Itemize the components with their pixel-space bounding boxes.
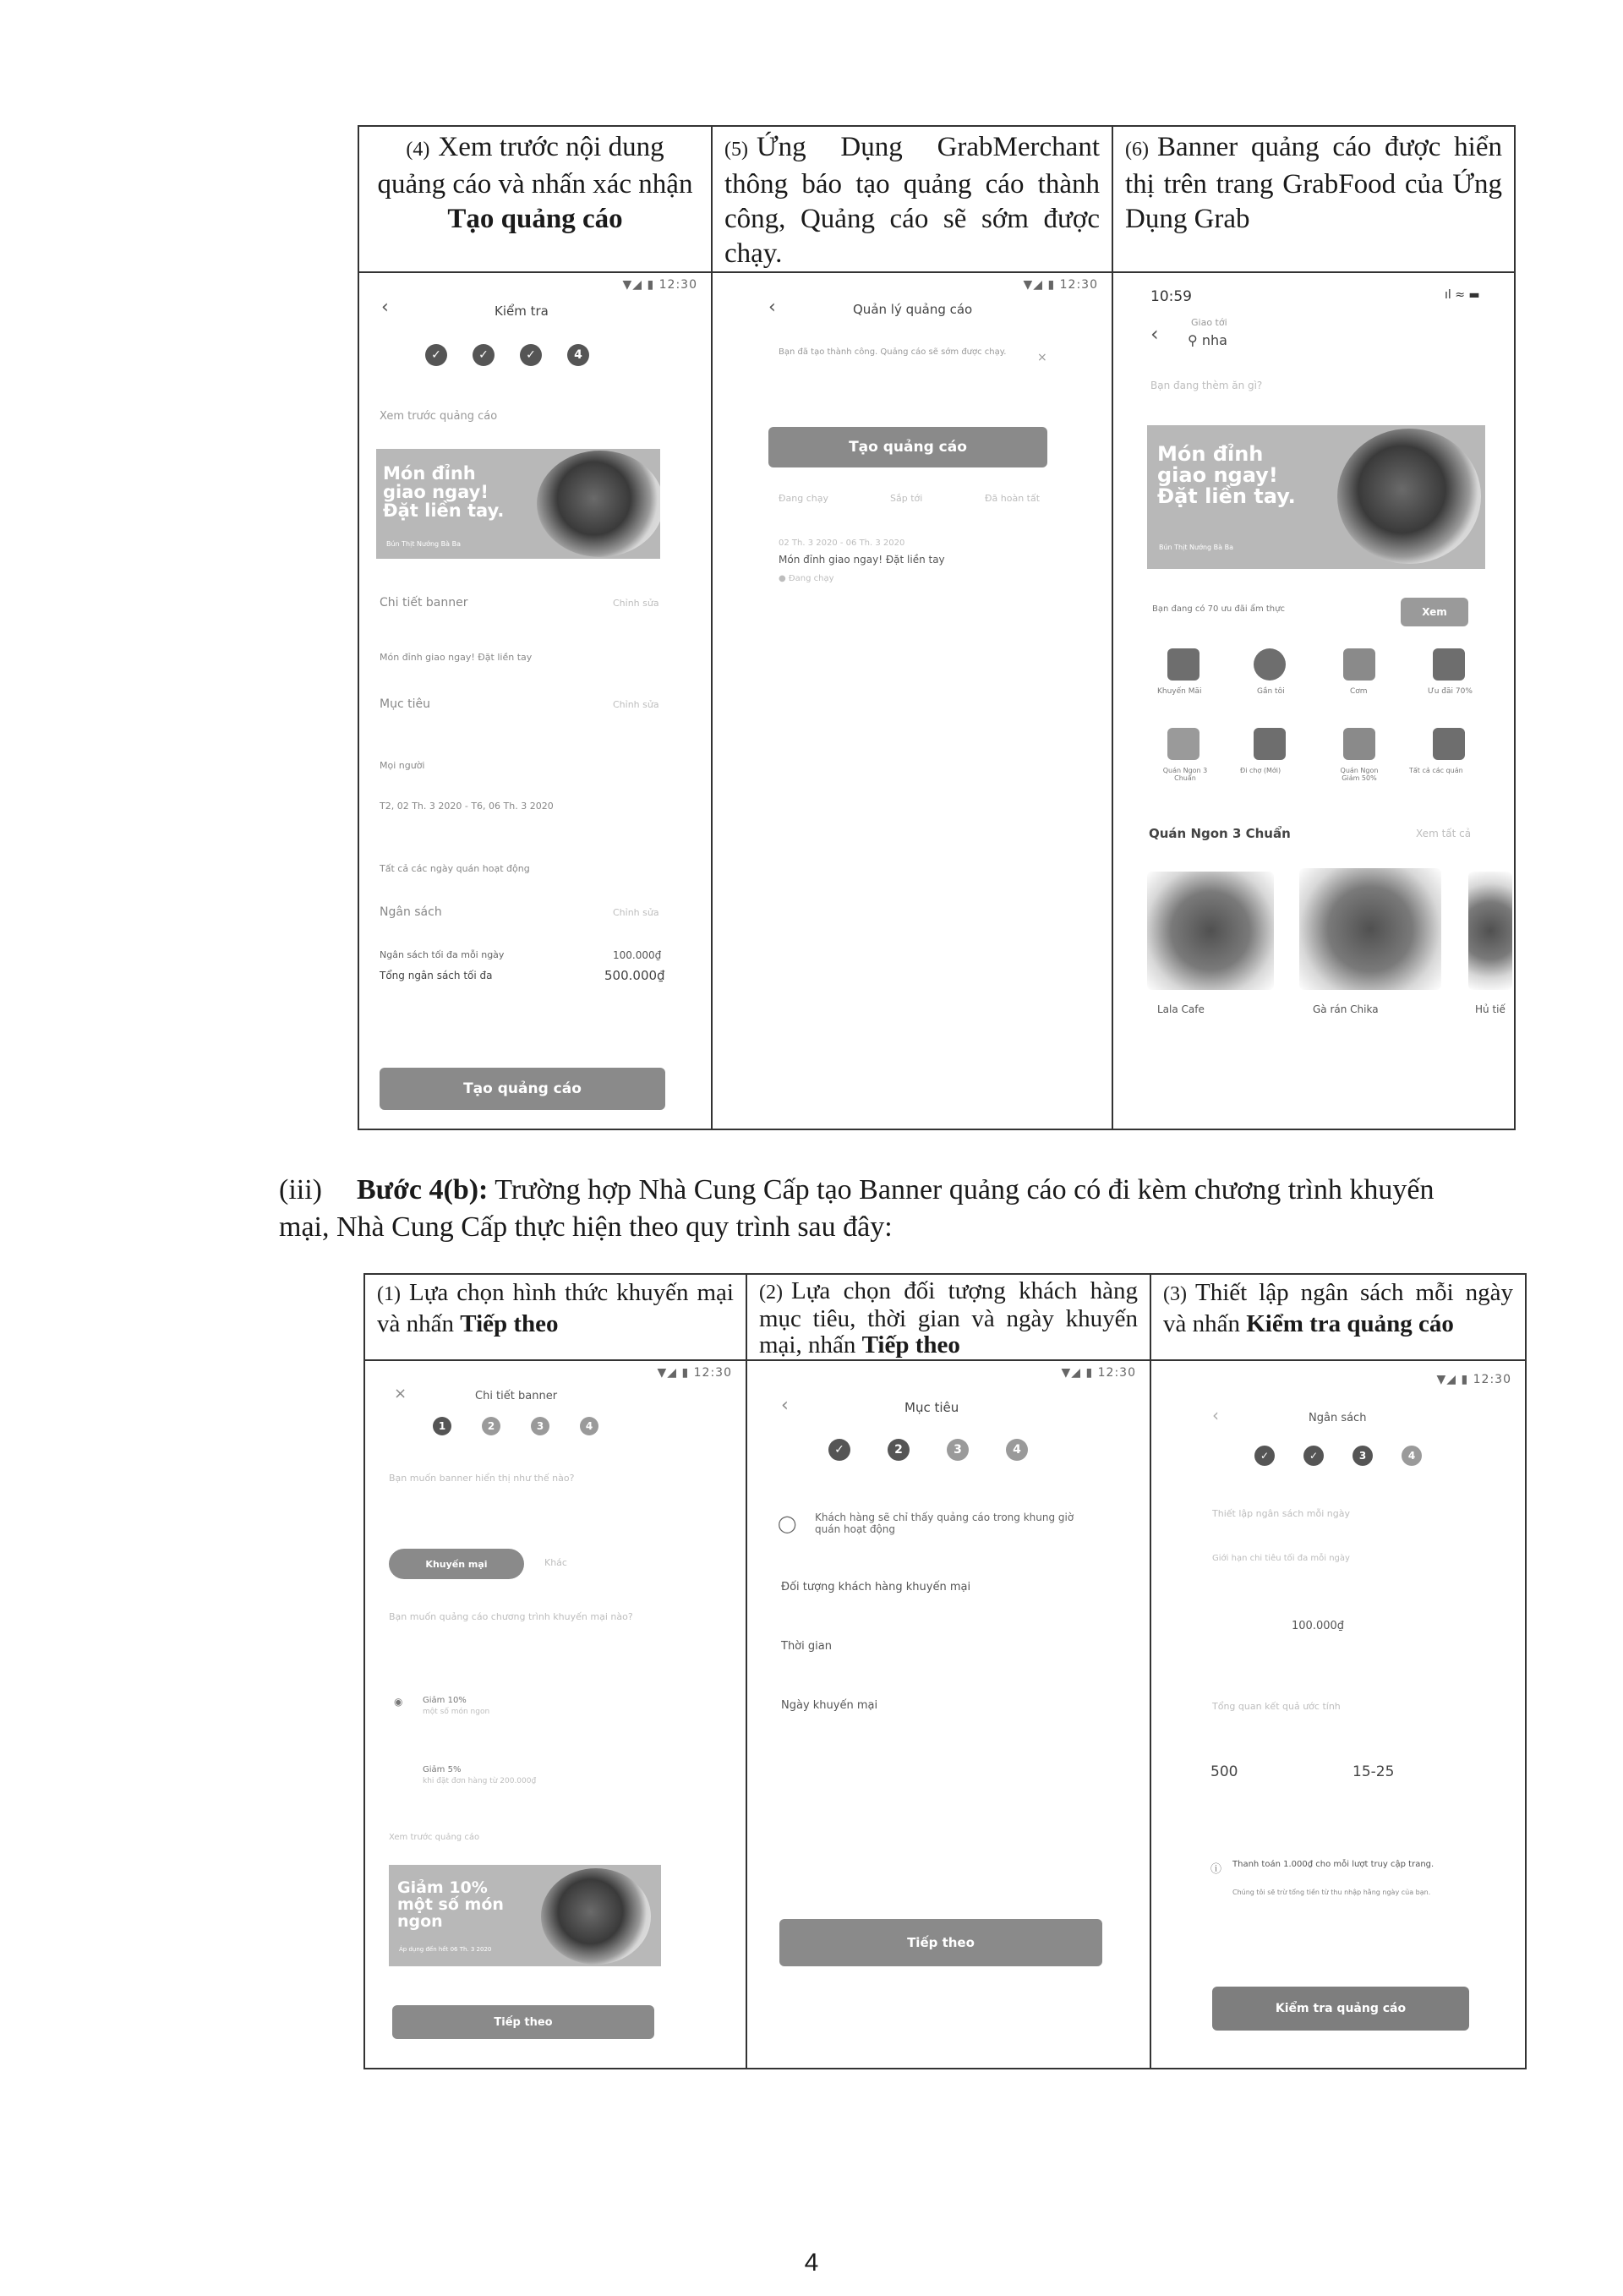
edit-link[interactable]: Chỉnh sửa <box>613 598 659 609</box>
edit-link[interactable]: Chỉnh sửa <box>613 907 659 918</box>
step-dot: 2 <box>888 1439 910 1461</box>
step-4b-paragraph: (iii) Bước 4(b): Trường hợp Nhà Cung Cấp tạo Banner quảng cáo có đi kèm chương trình khuyến mại, Nhà Cung Cấp thực hiện theo quy trình sau đây: <box>279 1174 1434 1243</box>
edit-link[interactable]: Chỉnh sửa <box>613 699 659 710</box>
promo-days-field[interactable]: Ngày khuyến mại <box>781 1699 878 1712</box>
step-dot: 4 <box>567 344 589 366</box>
back-icon[interactable]: ‹ <box>381 297 389 318</box>
pin-icon: ⚲ <box>1188 332 1202 348</box>
restaurant-image[interactable] <box>1147 872 1274 990</box>
step-dot: 3 <box>531 1417 549 1435</box>
back-icon[interactable]: ‹ <box>1212 1405 1219 1425</box>
other-chip[interactable]: Khác <box>544 1557 567 1568</box>
header-cell-5: (5) Ứng Dụng GrabMerchant thông báo tạo quảng cáo thành công, Quảng cáo sẽ sớm được chạy. <box>712 126 1112 272</box>
header-cell-1: (1) Lựa chọn hình thức khuyến mại và nhấn Tiếp theo <box>364 1274 746 1360</box>
location-selector[interactable]: ⚲ nha <box>1188 332 1227 348</box>
audience-field[interactable]: Đối tượng khách hàng khuyến mại <box>781 1581 971 1594</box>
back-icon[interactable]: ‹ <box>781 1395 789 1416</box>
back-icon[interactable]: ‹ <box>768 297 776 318</box>
promo-chip[interactable]: Khuyến mại <box>389 1549 524 1579</box>
step-dot: 4 <box>580 1417 598 1435</box>
next-button[interactable]: Tiếp theo <box>392 2005 654 2039</box>
time-field[interactable]: Thời gian <box>781 1640 832 1653</box>
step-dot: ✓ <box>1303 1446 1324 1466</box>
tab-upcoming[interactable]: Sắp tới <box>890 493 923 504</box>
search-input[interactable]: Bạn đang thèm ăn gì? <box>1150 380 1263 391</box>
screen-grabfood-home: 10:59 ıl ≈ ▬ ‹ Giao tới ⚲ nha Bạn đang thèm ăn gì? Món đỉnh giao ngay! Đặt liền tay. Bún Thịt Nướng Bà Ba Bạn đang có 70 ưu đãi ẩm thực Xem Khuyến Mãi Gần tôi Cơm Ưu đãi 70% Quán Ngon 3 Chuẩn Đi chợ (Mới) Quán Ngon Giảm 50% Tất cả các quán Quán Ngon 3 Chuẩn Xem tất cả Lala Cafe Gà rán Chika Hủ tiế <box>1112 272 1515 1129</box>
success-notice: Bạn đã tạo thành công. Quảng cáo sẽ sớm được chạy. <box>779 347 1007 357</box>
step-dot: ✓ <box>425 344 447 366</box>
rice-category-icon[interactable] <box>1343 648 1375 681</box>
step-dot: ✓ <box>520 344 542 366</box>
back-icon[interactable]: ‹ <box>1150 322 1159 346</box>
food-bowl-image <box>541 1868 651 1965</box>
screen-budget: ▼◢ ▮ 12:30 ‹ Ngân sách ✓ ✓ 3 4 Thiết lập ngân sách mỗi ngày Giới hạn chi tiêu tối đa mỗi ngày 100.000₫ Tổng quan kết quả ước tính 500 15-25 ⓘ Thanh toán 1.000₫ cho mỗi lượt truy cập trang. Chúng tôi sẽ trừ tổng tiền từ thu nhập hằng ngày của bạn. Kiểm tra quảng cáo <box>1150 1360 1526 2069</box>
step-dot: ✓ <box>1254 1446 1275 1466</box>
ad-banner-preview: Giảm 10% một số món ngon Áp dụng đến hết 06 Th. 3 2020 <box>389 1865 661 1966</box>
review-ad-button[interactable]: Kiểm tra quảng cáo <box>1212 1987 1469 2031</box>
screen-target: ▼◢ ▮ 12:30 ‹ Mục tiêu ✓ 2 3 4 ◯ Khách hàng sẽ chỉ thấy quảng cáo trong khung giờ quán hoạt động Đối tượng khách hàng khuyến mại Thời gian Ngày khuyến mại Tiếp theo <box>746 1360 1150 2069</box>
budget-input[interactable]: 100.000₫ <box>1292 1620 1345 1632</box>
header-cell-3: (3) Thiết lập ngân sách mỗi ngày và nhấn Kiểm tra quảng cáo <box>1150 1274 1526 1360</box>
deal-category-icon[interactable] <box>1433 648 1465 681</box>
restaurant-image[interactable] <box>1468 872 1512 990</box>
step-dot: 2 <box>482 1417 500 1435</box>
section-title: Quán Ngon 3 Chuẩn <box>1149 826 1291 841</box>
ad-banner-preview: Món đỉnh giao ngay! Đặt liền tay. Bún Thịt Nướng Bà Ba <box>376 449 660 559</box>
info-icon: ◯ <box>778 1513 797 1533</box>
screen-title: Chi tiết banner <box>475 1390 558 1402</box>
step-indicator <box>1254 1446 1422 1466</box>
step-dot: 4 <box>1402 1446 1422 1466</box>
step-dot: ✓ <box>828 1439 850 1461</box>
step-indicator <box>425 344 589 366</box>
header-cell-4: (4) Xem trước nội dung quảng cáo và nhấn xác nhận Tạo quảng cáo <box>358 126 712 272</box>
step-indicator <box>433 1417 598 1435</box>
food-bowl-image <box>1337 429 1481 564</box>
step-dot: 1 <box>433 1417 451 1435</box>
tab-completed[interactable]: Đã hoàn tất <box>985 493 1041 504</box>
info-icon: ⓘ <box>1210 1863 1222 1876</box>
nearby-category-icon[interactable] <box>1254 648 1286 681</box>
close-icon[interactable]: × <box>394 1385 407 1402</box>
screen-banner-details: ▼◢ ▮ 12:30 × Chi tiết banner 1 2 3 4 Bạn muốn banner hiển thị như thế nào? Khuyến mại Khác Bạn muốn quảng cáo chương trình khuyến mại nào? ◉ Giảm 10% một số món ngon Giảm 5% khi đặt đơn hàng từ 200.000₫ Xem trước quảng cáo Giảm 10% một số món ngon Áp dụng đến hết 06 Th. 3 2020 Tiếp theo <box>364 1360 746 2069</box>
see-all-link[interactable]: Xem tất cả <box>1416 828 1472 839</box>
quality-category-icon[interactable] <box>1167 728 1199 760</box>
ad-list-item[interactable]: Món đỉnh giao ngay! Đặt liền tay <box>779 554 945 566</box>
status-badge: ● Đang chạy <box>779 574 834 583</box>
view-promos-button[interactable]: Xem <box>1401 598 1468 626</box>
top-steps-table <box>358 125 1516 1130</box>
page-number: 4 <box>804 2249 819 2277</box>
screen-title: Kiểm tra <box>495 303 549 319</box>
step-dot: ✓ <box>473 344 495 366</box>
screen-title: Mục tiêu <box>904 1400 959 1415</box>
bottom-steps-table <box>363 1273 1527 2069</box>
radio-icon[interactable]: ◉ <box>394 1696 403 1708</box>
screen-preview-ad: ▼◢ ▮ 12:30 ‹ Kiểm tra ✓ ✓ ✓ 4 Xem trước quảng cáo Món đỉnh giao ngay! Đặt liền tay. Bún Thịt Nướng Bà Ba Chi tiết banner Chỉnh sửa Món đỉnh giao ngay! Đặt liền tay Mục tiêu Chỉnh sửa Mọi người T2, 02 Th. 3 2020 - T6, 06 Th. 3 2020 Tất cả các ngày quán hoạt động Ngân sách Chỉnh sửa Ngân sách tối đa mỗi ngày 100.000₫ Tổng ngân sách tối đa 500.000₫ Tạo quảng cáo <box>358 272 712 1129</box>
close-icon[interactable]: × <box>1037 351 1047 364</box>
step-dot: 3 <box>1352 1446 1373 1466</box>
restaurant-image[interactable] <box>1299 868 1441 990</box>
ad-banner-live: Món đỉnh giao ngay! Đặt liền tay. Bún Thịt Nướng Bà Ba <box>1147 425 1485 569</box>
all-stores-category-icon[interactable] <box>1433 728 1465 760</box>
tab-running[interactable]: Đang chạy <box>779 493 828 504</box>
step-dot: 4 <box>1006 1439 1028 1461</box>
create-ad-button[interactable]: Tạo quảng cáo <box>380 1068 665 1110</box>
header-cell-6: (6) Banner quảng cáo được hiển thị trên trang GrabFood của Ứng Dụng Grab <box>1112 126 1515 272</box>
header-cell-2: (2) Lựa chọn đối tượng khách hàng mục tiêu, thời gian và ngày khuyến mại, nhấn Tiếp theo <box>746 1274 1150 1360</box>
food-bowl-image <box>537 451 660 557</box>
market-category-icon[interactable] <box>1254 728 1286 760</box>
step-dot: 3 <box>947 1439 969 1461</box>
step-indicator <box>828 1439 1028 1461</box>
next-button[interactable]: Tiếp theo <box>779 1919 1102 1966</box>
promo-category-icon[interactable] <box>1167 648 1199 681</box>
screen-title: Quản lý quảng cáo <box>853 302 973 317</box>
screen-title: Ngân sách <box>1309 1412 1367 1424</box>
create-ad-button[interactable]: Tạo quảng cáo <box>768 427 1047 467</box>
discount-category-icon[interactable] <box>1343 728 1375 760</box>
screen-ad-manager: ▼◢ ▮ 12:30 ‹ Quản lý quảng cáo Bạn đã tạo thành công. Quảng cáo sẽ sớm được chạy. × Tạo quảng cáo Đang chạy Sắp tới Đã hoàn tất 02 Th. 3 2020 - 06 Th. 3 2020 Món đỉnh giao ngay! Đặt liền tay ● Đang chạy <box>712 272 1112 1129</box>
